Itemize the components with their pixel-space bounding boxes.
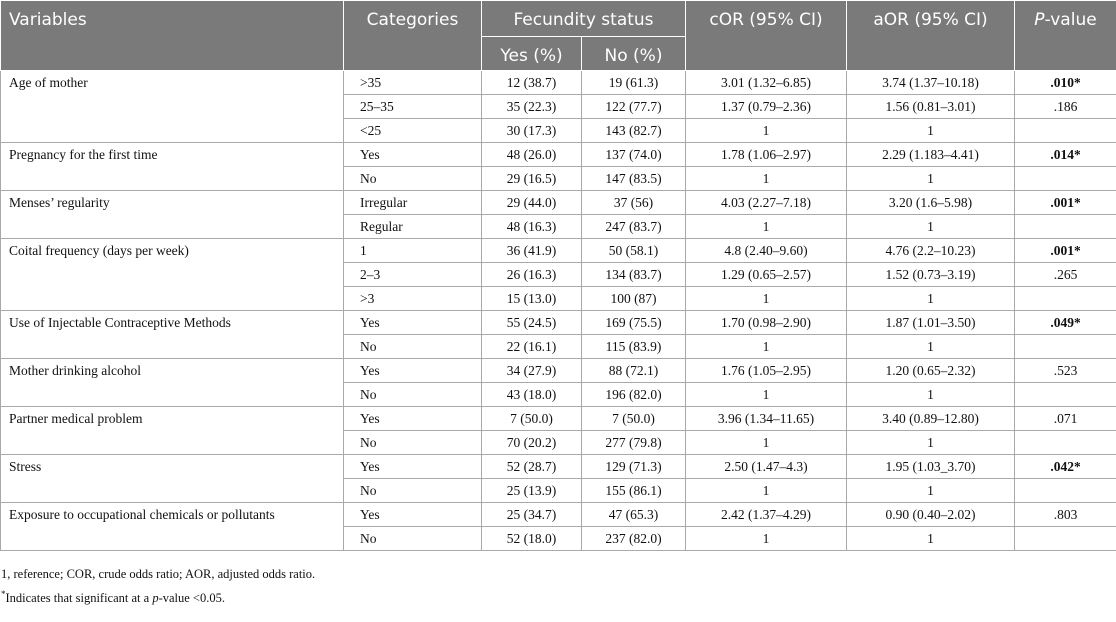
cell-aor: 1 bbox=[847, 335, 1015, 359]
cell-no: 169 (75.5) bbox=[582, 311, 686, 335]
cell-no: 129 (71.3) bbox=[582, 455, 686, 479]
table-row bbox=[1, 71, 1116, 95]
cell-yes: 7 (50.0) bbox=[482, 407, 582, 431]
header-aor: aOR (95% CI) bbox=[847, 1, 1015, 71]
cell-p-value: .523 bbox=[1015, 359, 1116, 383]
footnotes bbox=[0, 564, 1116, 608]
cell-cor: 1.37 (0.79–2.36) bbox=[686, 95, 847, 119]
cell-no: 143 (82.7) bbox=[582, 119, 686, 143]
cell-category: Irregular bbox=[344, 191, 482, 215]
cell-category: Yes bbox=[344, 359, 482, 383]
header-fecundity-status: Fecundity status bbox=[482, 1, 686, 37]
cell-p-value bbox=[1015, 431, 1116, 455]
cell-p-value bbox=[1015, 119, 1116, 143]
cell-cor: 1 bbox=[686, 215, 847, 239]
cell-aor: 1 bbox=[847, 287, 1015, 311]
cell-p-value bbox=[1015, 215, 1116, 239]
cell-variable: Age of mother bbox=[1, 71, 344, 143]
footnote-text-a: Indicates that significant at a bbox=[5, 591, 153, 606]
cell-cor: 1 bbox=[686, 383, 847, 407]
cell-aor: 1 bbox=[847, 215, 1015, 239]
cell-category: 1 bbox=[344, 239, 482, 263]
cell-no: 134 (83.7) bbox=[582, 263, 686, 287]
cell-category: No bbox=[344, 383, 482, 407]
header-categories: Categories bbox=[344, 1, 482, 71]
cell-variable: Stress bbox=[1, 455, 344, 503]
cell-variable: Use of Injectable Contraceptive Methods bbox=[1, 311, 344, 359]
cell-p-value: .001* bbox=[1015, 191, 1116, 215]
cell-yes: 36 (41.9) bbox=[482, 239, 582, 263]
cell-cor: 2.42 (1.37–4.29) bbox=[686, 503, 847, 527]
header-p-italic: P bbox=[1034, 10, 1045, 30]
cell-yes: 35 (22.3) bbox=[482, 95, 582, 119]
cell-category: Yes bbox=[344, 407, 482, 431]
cell-yes: 30 (17.3) bbox=[482, 119, 582, 143]
cell-p-value: .265 bbox=[1015, 263, 1116, 287]
cell-yes: 29 (44.0) bbox=[482, 191, 582, 215]
cell-cor: 1 bbox=[686, 527, 847, 551]
header-variables: Variables bbox=[1, 1, 344, 71]
cell-category: <25 bbox=[344, 119, 482, 143]
footnote-text-b: -value <0.05. bbox=[158, 591, 225, 606]
cell-aor: 3.74 (1.37–10.18) bbox=[847, 71, 1015, 95]
table-body bbox=[1, 71, 1116, 551]
cell-no: 37 (56) bbox=[582, 191, 686, 215]
cell-category: 2–3 bbox=[344, 263, 482, 287]
cell-cor: 4.03 (2.27–7.18) bbox=[686, 191, 847, 215]
cell-variable: Coital frequency (days per week) bbox=[1, 239, 344, 311]
cell-no: 88 (72.1) bbox=[582, 359, 686, 383]
cell-no: 100 (87) bbox=[582, 287, 686, 311]
cell-category: >3 bbox=[344, 287, 482, 311]
footnote-asterisk: * bbox=[1, 589, 6, 599]
header-p-value bbox=[1015, 1, 1116, 71]
cell-category: Regular bbox=[344, 215, 482, 239]
cell-aor: 1 bbox=[847, 383, 1015, 407]
cell-category: Yes bbox=[344, 311, 482, 335]
cell-category: Yes bbox=[344, 503, 482, 527]
table-row bbox=[1, 191, 1116, 215]
cell-cor: 3.96 (1.34–11.65) bbox=[686, 407, 847, 431]
cell-yes: 25 (34.7) bbox=[482, 503, 582, 527]
cell-cor: 1 bbox=[686, 167, 847, 191]
cell-yes: 55 (24.5) bbox=[482, 311, 582, 335]
cell-no: 137 (74.0) bbox=[582, 143, 686, 167]
cell-category: Yes bbox=[344, 143, 482, 167]
header-no: No (%) bbox=[582, 37, 686, 71]
cell-yes: 48 (16.3) bbox=[482, 215, 582, 239]
cell-cor: 1 bbox=[686, 479, 847, 503]
cell-variable: Menses’ regularity bbox=[1, 191, 344, 239]
cell-aor: 1.52 (0.73–3.19) bbox=[847, 263, 1015, 287]
cell-no: 147 (83.5) bbox=[582, 167, 686, 191]
cell-aor: 1 bbox=[847, 167, 1015, 191]
cell-no: 277 (79.8) bbox=[582, 431, 686, 455]
cell-category: No bbox=[344, 527, 482, 551]
header-p-rest: -value bbox=[1044, 10, 1097, 30]
table-row bbox=[1, 407, 1116, 431]
footnote-significance bbox=[1, 584, 1116, 608]
cell-yes: 22 (16.1) bbox=[482, 335, 582, 359]
cell-category: >35 bbox=[344, 71, 482, 95]
cell-aor: 1.95 (1.03_3.70) bbox=[847, 455, 1015, 479]
cell-p-value bbox=[1015, 335, 1116, 359]
cell-yes: 25 (13.9) bbox=[482, 479, 582, 503]
table-row bbox=[1, 503, 1116, 527]
cell-yes: 29 (16.5) bbox=[482, 167, 582, 191]
cell-aor: 4.76 (2.2–10.23) bbox=[847, 239, 1015, 263]
cell-yes: 48 (26.0) bbox=[482, 143, 582, 167]
table-header bbox=[1, 1, 1116, 71]
cell-variable: Exposure to occupational chemicals or pollutants bbox=[1, 503, 344, 551]
cell-yes: 12 (38.7) bbox=[482, 71, 582, 95]
cell-aor: 1 bbox=[847, 431, 1015, 455]
cell-cor: 1 bbox=[686, 431, 847, 455]
cell-p-value: .014* bbox=[1015, 143, 1116, 167]
cell-no: 196 (82.0) bbox=[582, 383, 686, 407]
cell-p-value bbox=[1015, 383, 1116, 407]
cell-yes: 34 (27.9) bbox=[482, 359, 582, 383]
cell-yes: 52 (18.0) bbox=[482, 527, 582, 551]
header-cor: cOR (95% CI) bbox=[686, 1, 847, 71]
cell-p-value bbox=[1015, 167, 1116, 191]
cell-cor: 1.70 (0.98–2.90) bbox=[686, 311, 847, 335]
cell-cor: 2.50 (1.47–4.3) bbox=[686, 455, 847, 479]
cell-cor: 1 bbox=[686, 335, 847, 359]
cell-aor: 3.20 (1.6–5.98) bbox=[847, 191, 1015, 215]
cell-p-value: .010* bbox=[1015, 71, 1116, 95]
cell-no: 7 (50.0) bbox=[582, 407, 686, 431]
cell-category: No bbox=[344, 431, 482, 455]
cell-variable: Partner medical problem bbox=[1, 407, 344, 455]
cell-p-value: .186 bbox=[1015, 95, 1116, 119]
table-row bbox=[1, 311, 1116, 335]
cell-p-value: .803 bbox=[1015, 503, 1116, 527]
cell-aor: 3.40 (0.89–12.80) bbox=[847, 407, 1015, 431]
footnote-reference: 1, reference; COR, crude odds ratio; AOR, adjusted odds ratio. bbox=[1, 567, 316, 581]
cell-p-value: .042* bbox=[1015, 455, 1116, 479]
cell-aor: 0.90 (0.40–2.02) bbox=[847, 503, 1015, 527]
cell-yes: 43 (18.0) bbox=[482, 383, 582, 407]
cell-yes: 15 (13.0) bbox=[482, 287, 582, 311]
cell-no: 50 (58.1) bbox=[582, 239, 686, 263]
cell-aor: 1.56 (0.81–3.01) bbox=[847, 95, 1015, 119]
cell-aor: 1 bbox=[847, 119, 1015, 143]
cell-yes: 26 (16.3) bbox=[482, 263, 582, 287]
cell-p-value bbox=[1015, 527, 1116, 551]
cell-cor: 1 bbox=[686, 287, 847, 311]
cell-cor: 1.29 (0.65–2.57) bbox=[686, 263, 847, 287]
cell-cor: 1 bbox=[686, 119, 847, 143]
cell-p-value: .001* bbox=[1015, 239, 1116, 263]
cell-yes: 70 (20.2) bbox=[482, 431, 582, 455]
cell-variable: Mother drinking alcohol bbox=[1, 359, 344, 407]
cell-p-value bbox=[1015, 479, 1116, 503]
cell-aor: 2.29 (1.183–4.41) bbox=[847, 143, 1015, 167]
cell-variable: Pregnancy for the first time bbox=[1, 143, 344, 191]
cell-no: 237 (82.0) bbox=[582, 527, 686, 551]
cell-p-value: .049* bbox=[1015, 311, 1116, 335]
cell-no: 47 (65.3) bbox=[582, 503, 686, 527]
cell-no: 247 (83.7) bbox=[582, 215, 686, 239]
cell-no: 155 (86.1) bbox=[582, 479, 686, 503]
cell-yes: 52 (28.7) bbox=[482, 455, 582, 479]
cell-category: No bbox=[344, 335, 482, 359]
cell-no: 115 (83.9) bbox=[582, 335, 686, 359]
header-yes: Yes (%) bbox=[482, 37, 582, 71]
footnote-p-italic: p bbox=[152, 591, 159, 606]
cell-aor: 1.20 (0.65–2.32) bbox=[847, 359, 1015, 383]
cell-no: 19 (61.3) bbox=[582, 71, 686, 95]
table-row bbox=[1, 455, 1116, 479]
cell-cor: 4.8 (2.40–9.60) bbox=[686, 239, 847, 263]
cell-cor: 1.76 (1.05–2.95) bbox=[686, 359, 847, 383]
cell-aor: 1 bbox=[847, 479, 1015, 503]
table-row bbox=[1, 239, 1116, 263]
table-row bbox=[1, 143, 1116, 167]
cell-aor: 1.87 (1.01–3.50) bbox=[847, 311, 1015, 335]
cell-p-value: .071 bbox=[1015, 407, 1116, 431]
cell-aor: 1 bbox=[847, 527, 1015, 551]
cell-category: No bbox=[344, 479, 482, 503]
cell-category: 25–35 bbox=[344, 95, 482, 119]
cell-category: No bbox=[344, 167, 482, 191]
table-row bbox=[1, 359, 1116, 383]
cell-no: 122 (77.7) bbox=[582, 95, 686, 119]
cell-cor: 3.01 (1.32–6.85) bbox=[686, 71, 847, 95]
cell-cor: 1.78 (1.06–2.97) bbox=[686, 143, 847, 167]
cell-p-value bbox=[1015, 287, 1116, 311]
cell-category: Yes bbox=[344, 455, 482, 479]
